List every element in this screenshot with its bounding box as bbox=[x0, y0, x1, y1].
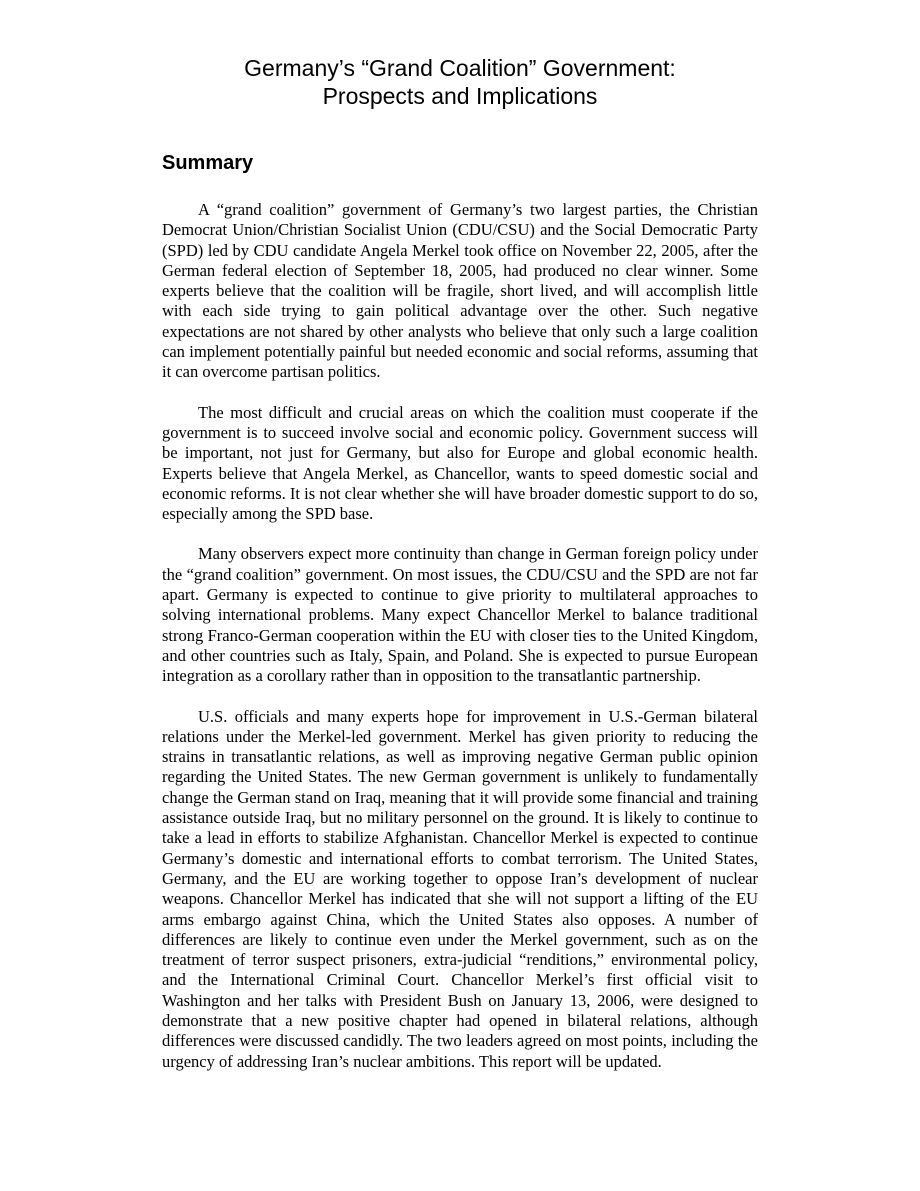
summary-paragraph-1: A “grand coalition” government of Germany’s two largest parties, the Christian Democrat Union/Christian Socialist Union (CDU/CSU) and the Social Democratic Party (SPD) led by CDU candidate Angela Merkel took office on November 22, 2005, after the German federal election of September 18, 2005, had produced no clear winner. Some experts believe that the coalition will be fragile, short lived, and will accomplish little with each side trying to gain political advantage over the other. Such negative expectations are not shared by other analysts who believe that only such a large coalition can implement potentially painful but needed economic and social reforms, assuming that it can overcome partisan politics. bbox=[162, 200, 758, 382]
summary-paragraph-3: Many observers expect more continuity than change in German foreign policy under the “grand coalition” government. On most issues, the CDU/CSU and the SPD are not far apart. Germany is expected to continue to give priority to multilateral approaches to solving international problems. Many expect Chancellor Merkel to balance traditional strong Franco-German cooperation within the EU with closer ties to the United Kingdom, and other countries such as Italy, Spain, and Poland. She is expected to pursue European integration as a corollary rather than in opposition to the transatlantic partnership. bbox=[162, 544, 758, 686]
summary-heading: Summary bbox=[162, 152, 254, 174]
summary-paragraph-4: U.S. officials and many experts hope for improvement in U.S.-German bilateral relations under the Merkel-led government. Merkel has given priority to reducing the strains in transatlantic relations, as well as improving negative German public opinion regarding the United States. The new German government is unlikely to fundamentally change the German stand on Iraq, meaning that it will provide some financial and training assistance outside Iraq, but no military personnel on the ground. It is likely to continue to take a lead in efforts to stabilize Afghanistan. Chancellor Merkel is expected to continue Germany’s domestic and international efforts to combat terrorism. The United States, Germany, and the EU are working together to oppose Iran’s development of nuclear weapons. Chancellor Merkel has indicated that she will not support a lifting of the EU arms embargo against China, which the United States also opposes. A number of differences are likely to continue even under the Merkel government, such as on the treatment of terror suspect prisoners, extra-judicial “renditions,” environmental policy, and the International Criminal Court. Chancellor Merkel’s first official visit to Washington and her talks with President Bush on January 13, 2006, were designed to demonstrate that a new positive chapter had opened in bilateral relations, although differences were discussed candidly. The two leaders agreed on most points, including the urgency of addressing Iran’s nuclear ambitions. This report will be updated. bbox=[162, 706, 758, 1071]
title-line-2: Prospects and Implications bbox=[322, 83, 598, 109]
document-page bbox=[162, 54, 758, 1072]
page-title bbox=[162, 54, 758, 110]
summary-paragraph-2: The most difficult and crucial areas on which the coalition must cooperate if the government is to succeed involve social and economic policy. Government success will be important, not just for Germany, but also for Europe and global economic health. Experts believe that Angela Merkel, as Chancellor, wants to speed domestic social and economic reforms. It is not clear whether she will have broader domestic support to do so, especially among the SPD base. bbox=[162, 402, 758, 524]
title-line-1: Germany’s “Grand Coalition” Government: bbox=[244, 55, 676, 81]
